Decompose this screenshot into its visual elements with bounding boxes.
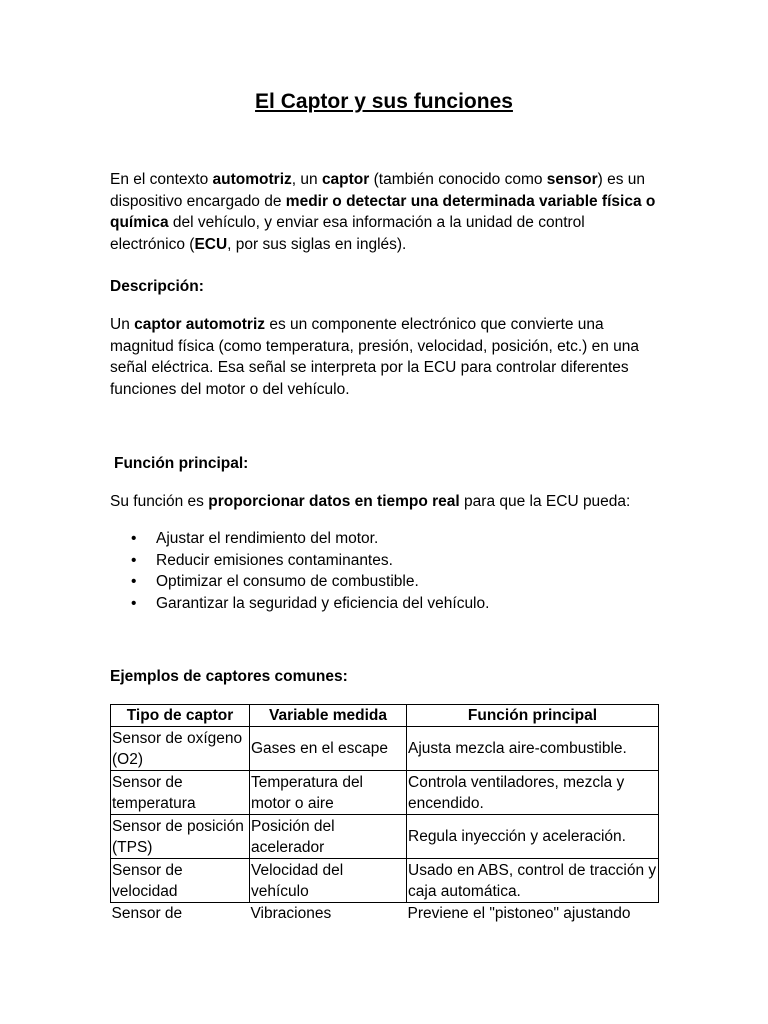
intro-text-1: En el contexto [110,171,213,188]
description-heading: Descripción: [110,278,204,295]
table-cell: Sensor de velocidad [111,859,250,903]
page-title: El Captor y sus funciones [255,90,513,113]
table-row [111,727,659,771]
table-cell: Usado en ABS, control de tracción y caja automática. [407,859,659,903]
table-cell: Regula inyección y aceleración. [407,815,659,859]
table-cell: Controla ventiladores, mezcla y encendido. [407,771,659,815]
intro-bold-5: ECU [194,235,228,253]
sensor-table [110,704,659,924]
main-function-heading: Función principal: [114,455,249,472]
table-cell: Velocidad del vehículo [250,859,407,903]
table-cell: Sensor de posición (TPS) [111,815,250,859]
intro-text-5: del vehículo, y enviar esa información a la unidad de control electrónico ( [110,214,585,253]
list-item: • Reducir emisiones contaminantes. [110,550,658,572]
table-cell: Temperatura del motor o aire [250,771,407,815]
table-cell: Previene el "pistoneo" ajustando [407,903,659,925]
description-text-1: Un [110,316,135,333]
intro-bold-4: medir o detectar una determinada variable física o química [110,192,656,231]
column-header: Variable medida [250,705,407,727]
intro-bold-3: sensor [546,171,598,188]
list-item: • Optimizar el consumo de combustible. [110,571,658,593]
table-header-row [111,705,659,727]
intro-text-2: , un [291,171,322,188]
main-function-text-1: Su función es [110,493,209,510]
table-cell: Ajusta mezcla aire-combustible. [407,727,659,771]
description-paragraph [110,314,658,400]
table-row [111,771,659,815]
intro-bold-2: captor [321,171,370,188]
main-function-bold-1: proporcionar datos en tiempo real [208,493,460,510]
table-row [111,903,659,925]
examples-heading: Ejemplos de captores comunes: [110,668,348,685]
description-bold-1: captor automotriz [134,316,266,333]
function-bullet-list [110,528,658,614]
table-row [111,859,659,903]
intro-text-6: , por sus siglas en inglés). [227,235,407,253]
table-cell: Sensor de [111,903,250,925]
intro-text-4: ) es un dispositivo encargado de [110,171,646,210]
table-cell: Posición del acelerador [250,815,407,859]
column-header: Función principal [407,705,659,727]
table-row [111,815,659,859]
table-cell: Vibraciones [250,903,407,925]
intro-text-3: (también conocido como [369,171,547,188]
intro-bold-1: automotriz [212,171,292,188]
table-cell: Sensor de temperatura [111,771,250,815]
table-cell: Sensor de oxígeno (O2) [111,727,250,771]
column-header: Tipo de captor [111,705,250,727]
list-item: • Ajustar el rendimiento del motor. [110,528,658,550]
table-cell: Gases en el escape [250,727,407,771]
list-item: • Garantizar la seguridad y eficiencia del vehículo. [110,593,658,615]
main-function-paragraph [110,491,658,513]
intro-paragraph [110,169,658,255]
description-text-2: es un componente electrónico que convierte una magnitud física (como temperatura, presión, velocidad, posición, etc.) en una señal eléctrica. Esa señal se interpreta por la ECU para controlar diferentes funciones del motor o del vehículo. [110,316,639,398]
main-function-text-2: para que la ECU pueda: [459,493,631,510]
